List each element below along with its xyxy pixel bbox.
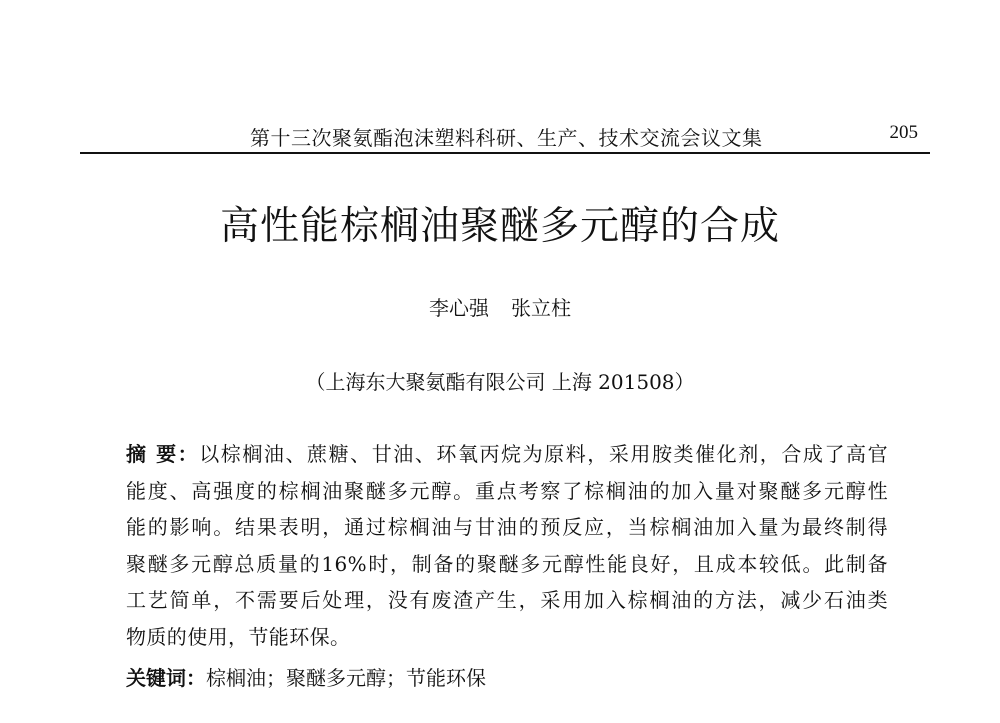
abstract-line bbox=[126, 436, 888, 473]
author-1: 李心强 bbox=[429, 296, 489, 320]
abstract-line: 能的影响。结果表明，通过棕榈油与甘油的预反应，当棕榈油加入量为最终制得 bbox=[126, 515, 888, 540]
authors bbox=[0, 292, 1000, 321]
abstract-line: 能度、高强度的棕榈油聚醚多元醇。重点考察了棕榈油的加入量对聚醚多元醇性 bbox=[126, 478, 888, 503]
abstract-line: 工艺简单，不需要后处理，没有废渣产生，采用加入棕榈油的方法，减少石油类 bbox=[126, 588, 888, 613]
abstract-text: 以棕榈油、蔗糖、甘油、环氧丙烷为原料，采用胺类催化剂，合成了高官 bbox=[199, 442, 888, 466]
abstract bbox=[126, 436, 888, 656]
affiliation: （上海东大聚氨酯有限公司 上海 201508） bbox=[305, 370, 695, 394]
author-2: 张立柱 bbox=[511, 296, 571, 320]
paper-title: 高性能棕榈油聚醚多元醇的合成 bbox=[219, 204, 780, 249]
running-title: 第十三次聚氨酯泡沫塑料科研、生产、技术交流会议文集 bbox=[250, 126, 763, 150]
keywords-text: 棕榈油；聚醚多元醇；节能环保 bbox=[206, 666, 486, 690]
abstract-label: 摘 要： bbox=[126, 442, 200, 466]
page-number: 205 bbox=[889, 122, 918, 143]
running-header bbox=[80, 120, 930, 154]
abstract-line: 物质的使用，节能环保。 bbox=[126, 624, 351, 649]
keywords bbox=[126, 662, 888, 691]
keywords-label: 关键词： bbox=[126, 666, 206, 690]
abstract-line: 聚醚多元醇总质量的16%时，制备的聚醚多元醇性能良好，且成本较低。此制备 bbox=[126, 551, 888, 576]
